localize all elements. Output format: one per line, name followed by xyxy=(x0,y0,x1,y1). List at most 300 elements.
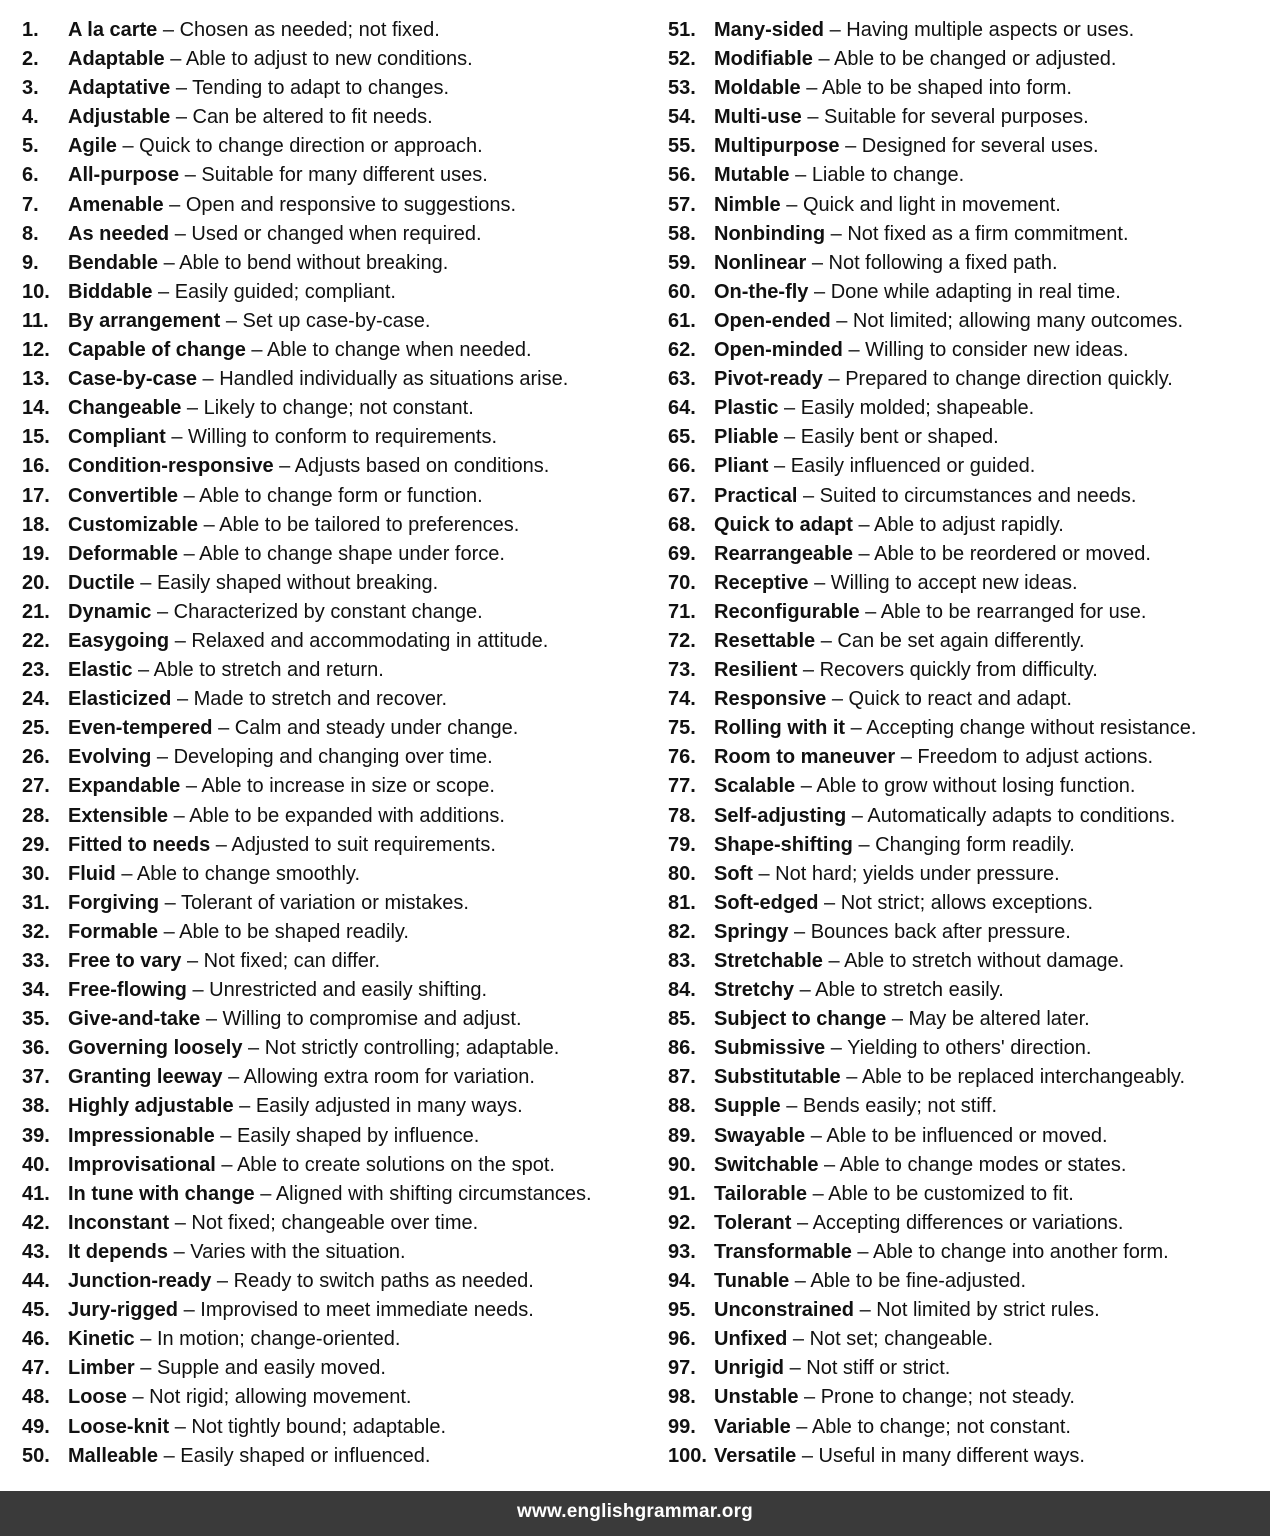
word-list-column-left xyxy=(22,16,652,1471)
item-separator: – xyxy=(156,600,169,623)
item-separator: – xyxy=(239,1095,251,1118)
list-item xyxy=(668,831,1268,860)
list-item xyxy=(22,482,652,511)
item-definition: Able to stretch easily. xyxy=(815,979,1004,1002)
item-number: 54. xyxy=(668,106,696,129)
item-content xyxy=(68,714,518,743)
item-number: 70. xyxy=(668,571,696,594)
item-number: 80. xyxy=(668,862,696,885)
list-item xyxy=(668,220,1268,249)
item-definition: Willing to compromise and adjust. xyxy=(222,1008,522,1031)
item-term: Improvisational xyxy=(68,1153,216,1176)
item-number: 100. xyxy=(668,1444,707,1467)
item-content xyxy=(68,16,440,45)
item-content xyxy=(714,860,1060,889)
item-content xyxy=(714,1354,950,1383)
item-term: Nimble xyxy=(714,193,781,216)
list-item xyxy=(22,45,652,74)
item-content xyxy=(714,1296,1100,1325)
item-number: 78. xyxy=(668,804,696,827)
item-definition: Quick to react and adapt. xyxy=(848,688,1072,711)
item-content xyxy=(68,423,497,452)
item-content xyxy=(714,889,1093,918)
item-number: 8. xyxy=(22,222,39,245)
item-definition: Designed for several uses. xyxy=(861,135,1099,158)
item-term: Easygoing xyxy=(68,629,170,652)
list-item xyxy=(22,365,652,394)
item-separator: – xyxy=(800,775,812,798)
item-definition: Likely to change; not constant. xyxy=(203,397,474,420)
list-item xyxy=(668,307,1268,336)
item-content xyxy=(714,569,1078,598)
item-number: 43. xyxy=(22,1240,50,1263)
item-number: 26. xyxy=(22,746,50,769)
item-content xyxy=(714,918,1071,947)
item-number: 95. xyxy=(668,1299,696,1322)
item-term: By arrangement xyxy=(68,309,221,332)
item-content xyxy=(68,1092,523,1121)
item-content xyxy=(714,743,1153,772)
item-definition: Not hard; yields under pressure. xyxy=(775,862,1060,885)
item-term: Variable xyxy=(714,1415,791,1438)
item-definition: Accepting differences or variations. xyxy=(812,1211,1124,1234)
list-item xyxy=(668,540,1268,569)
item-content xyxy=(714,1267,1026,1296)
item-number: 89. xyxy=(668,1124,696,1147)
item-content xyxy=(68,569,438,598)
item-separator: – xyxy=(228,1066,240,1089)
item-number: 39. xyxy=(22,1124,50,1147)
item-content xyxy=(68,278,396,307)
item-definition: Able to be shaped readily. xyxy=(179,920,409,943)
list-item xyxy=(668,161,1268,190)
item-definition: Able to be influenced or moved. xyxy=(826,1124,1108,1147)
site-footer xyxy=(0,1491,1270,1536)
item-term: Scalable xyxy=(714,775,796,798)
item-separator: – xyxy=(824,891,836,914)
item-term: Loose xyxy=(68,1386,127,1409)
item-content xyxy=(68,889,469,918)
item-separator: – xyxy=(173,1240,185,1263)
item-content xyxy=(68,307,430,336)
item-definition: Able to adjust to new conditions. xyxy=(185,48,473,71)
item-term: Convertible xyxy=(68,484,179,507)
item-number: 99. xyxy=(668,1415,696,1438)
item-separator: – xyxy=(171,426,183,449)
item-definition: Suitable for several purposes. xyxy=(824,106,1089,129)
item-term: Multipurpose xyxy=(714,135,840,158)
list-item xyxy=(668,1092,1268,1121)
item-separator: – xyxy=(784,397,796,420)
item-definition: Able to be shaped into form. xyxy=(821,77,1072,100)
item-term: Swayable xyxy=(714,1124,806,1147)
item-number: 45. xyxy=(22,1299,50,1322)
item-term: Resettable xyxy=(714,629,816,652)
item-definition: Not strict; allows exceptions. xyxy=(840,891,1094,914)
list-item xyxy=(668,1267,1268,1296)
item-definition: Able to change when needed. xyxy=(266,339,532,362)
item-term: Changeable xyxy=(68,397,182,420)
item-definition: Not stiff or strict. xyxy=(806,1357,951,1380)
item-number: 73. xyxy=(668,659,696,682)
item-term: All-purpose xyxy=(68,164,180,187)
item-definition: Prepared to change direction quickly. xyxy=(845,368,1173,391)
item-term: Elastic xyxy=(68,659,133,682)
item-separator: – xyxy=(186,397,199,420)
item-content xyxy=(68,685,447,714)
item-definition: Easily bent or shaped. xyxy=(800,426,999,449)
item-content xyxy=(68,394,474,423)
item-number: 9. xyxy=(22,251,39,274)
item-content xyxy=(714,1122,1108,1151)
item-number: 51. xyxy=(668,19,696,41)
item-definition: Suited to circumstances and needs. xyxy=(819,484,1137,507)
list-item xyxy=(22,1267,652,1296)
item-number: 27. xyxy=(22,775,50,798)
item-content xyxy=(714,714,1196,743)
item-definition: Able to change form or function. xyxy=(199,484,483,507)
item-content xyxy=(714,1442,1085,1471)
item-definition: Easily shaped or influenced. xyxy=(180,1444,431,1467)
item-number: 17. xyxy=(22,484,50,507)
item-definition: Adjusted to suit requirements. xyxy=(231,833,496,856)
item-content xyxy=(68,976,487,1005)
item-definition: Not set; changeable. xyxy=(809,1328,994,1351)
item-content xyxy=(68,1209,478,1238)
item-definition: Easily adjusted in many ways. xyxy=(255,1095,523,1118)
item-definition: Tending to adapt to changes. xyxy=(192,77,450,100)
item-separator: – xyxy=(858,833,870,856)
item-definition: Characterized by constant change. xyxy=(173,600,483,623)
item-content xyxy=(714,540,1151,569)
item-separator: – xyxy=(858,542,870,565)
item-term: Supple xyxy=(714,1095,781,1118)
list-item xyxy=(22,918,652,947)
item-definition: Yielding to others' direction. xyxy=(847,1037,1092,1060)
item-term: Case-by-case xyxy=(68,368,197,391)
item-separator: – xyxy=(174,222,186,245)
item-term: Mutable xyxy=(714,164,790,187)
list-item xyxy=(668,74,1268,103)
item-content xyxy=(714,831,1075,860)
item-number: 15. xyxy=(22,426,50,449)
item-separator: – xyxy=(804,1386,816,1409)
item-separator: – xyxy=(221,1153,233,1176)
item-separator: – xyxy=(225,309,237,332)
item-term: Receptive xyxy=(714,571,809,594)
list-item xyxy=(668,743,1268,772)
item-content xyxy=(714,1005,1090,1034)
item-number: 84. xyxy=(668,979,696,1002)
list-item xyxy=(22,1296,652,1325)
item-term: Adaptable xyxy=(68,48,165,71)
item-definition: Chosen as needed; not fixed. xyxy=(179,19,440,41)
item-separator: – xyxy=(174,1415,186,1438)
item-number: 33. xyxy=(22,950,50,972)
item-number: 85. xyxy=(668,1008,696,1031)
item-definition: Quick to change direction or approach. xyxy=(139,135,483,158)
item-number: 48. xyxy=(22,1386,50,1409)
item-number: 38. xyxy=(22,1095,50,1118)
item-separator: – xyxy=(830,222,842,245)
list-item xyxy=(22,307,652,336)
item-separator: – xyxy=(202,368,214,391)
list-item xyxy=(668,1005,1268,1034)
item-number: 59. xyxy=(668,251,696,274)
item-number: 86. xyxy=(668,1037,696,1060)
item-definition: Not fixed; changeable over time. xyxy=(191,1211,479,1234)
item-term: Transformable xyxy=(714,1240,852,1263)
footer-url[interactable]: www.englishgrammar.org xyxy=(517,1501,753,1522)
list-item xyxy=(668,1413,1268,1442)
item-content xyxy=(68,336,532,365)
item-number: 56. xyxy=(668,164,696,187)
item-term: On-the-fly xyxy=(714,280,809,303)
item-term: Dynamic xyxy=(68,600,152,623)
item-number: 93. xyxy=(668,1240,696,1263)
item-term: Give-and-take xyxy=(68,1008,201,1031)
item-term: Amenable xyxy=(68,193,164,216)
item-number: 10. xyxy=(22,280,50,303)
list-item xyxy=(22,772,652,801)
list-item xyxy=(22,220,652,249)
item-definition: Able to change shape under force. xyxy=(199,542,505,565)
item-number: 40. xyxy=(22,1153,50,1176)
item-number: 69. xyxy=(668,542,696,565)
item-content xyxy=(68,947,380,976)
item-content xyxy=(714,1209,1123,1238)
item-term: Kinetic xyxy=(68,1328,135,1351)
item-separator: – xyxy=(140,1357,152,1380)
item-separator: – xyxy=(158,280,170,303)
item-number: 49. xyxy=(22,1415,50,1438)
item-definition: Able to be tailored to preferences. xyxy=(219,513,520,536)
item-definition: Varies with the situation. xyxy=(190,1240,406,1263)
list-item xyxy=(22,16,652,45)
item-content xyxy=(68,511,519,540)
item-definition: Freedom to adjust actions. xyxy=(917,746,1154,769)
item-separator: – xyxy=(806,77,818,100)
item-content xyxy=(714,132,1099,161)
item-number: 83. xyxy=(668,950,696,972)
item-separator: – xyxy=(220,1124,232,1147)
item-term: Malleable xyxy=(68,1444,159,1467)
item-separator: – xyxy=(140,1328,152,1351)
item-number: 79. xyxy=(668,833,696,856)
list-item xyxy=(22,336,652,365)
item-content xyxy=(68,103,433,132)
item-number: 28. xyxy=(22,804,50,827)
item-term: Tailorable xyxy=(714,1182,807,1205)
item-separator: – xyxy=(216,1270,229,1293)
list-item xyxy=(22,249,652,278)
list-item xyxy=(668,860,1268,889)
item-content xyxy=(714,1092,997,1121)
item-term: Highly adjustable xyxy=(68,1095,234,1118)
item-definition: Able to create solutions on the spot. xyxy=(236,1153,555,1176)
item-number: 58. xyxy=(668,222,696,245)
item-term: Resilient xyxy=(714,659,798,682)
item-number: 2. xyxy=(22,48,39,71)
item-definition: Supple and easily moved. xyxy=(156,1357,386,1380)
item-term: Substitutable xyxy=(714,1066,841,1089)
item-content xyxy=(714,976,1004,1005)
item-term: Forgiving xyxy=(68,891,160,914)
item-definition: Not limited; allowing many outcomes. xyxy=(852,309,1184,332)
item-number: 36. xyxy=(22,1037,50,1060)
item-number: 41. xyxy=(22,1182,50,1205)
item-term: Ductile xyxy=(68,571,135,594)
list-item xyxy=(668,714,1268,743)
item-term: Rearrangeable xyxy=(714,542,853,565)
item-separator: – xyxy=(814,280,826,303)
item-separator: – xyxy=(784,426,796,449)
list-item xyxy=(668,889,1268,918)
item-content xyxy=(714,365,1173,394)
list-item xyxy=(22,685,652,714)
item-term: Open-minded xyxy=(714,339,843,362)
item-number: 94. xyxy=(668,1270,696,1293)
item-separator: – xyxy=(792,1328,805,1351)
item-number: 52. xyxy=(668,48,696,71)
item-term: Adjustable xyxy=(68,106,171,129)
item-content xyxy=(714,511,1064,540)
item-definition: Made to stretch and recover. xyxy=(193,688,448,711)
item-definition: Able to be reordered or moved. xyxy=(874,542,1151,565)
item-separator: – xyxy=(140,571,152,594)
item-term: Granting leeway xyxy=(68,1066,223,1089)
item-content xyxy=(714,627,1085,656)
item-definition: Able to be changed or adjusted. xyxy=(834,48,1117,71)
list-item xyxy=(22,394,652,423)
item-term: Evolving xyxy=(68,746,152,769)
list-item xyxy=(668,627,1268,656)
item-number: 98. xyxy=(668,1386,696,1409)
item-term: Multi-use xyxy=(714,106,802,129)
list-item xyxy=(668,365,1268,394)
item-term: Quick to adapt xyxy=(714,513,853,536)
item-separator: – xyxy=(799,979,811,1002)
item-definition: Calm and steady under change. xyxy=(234,717,519,740)
item-term: Extensible xyxy=(68,804,169,827)
item-content xyxy=(714,1325,993,1354)
item-definition: Willing to accept new ideas. xyxy=(830,571,1078,594)
item-separator: – xyxy=(807,106,819,129)
item-term: Limber xyxy=(68,1357,135,1380)
item-content xyxy=(714,947,1124,976)
item-number: 29. xyxy=(22,833,50,856)
item-separator: – xyxy=(848,339,860,362)
item-content xyxy=(714,423,999,452)
item-separator: – xyxy=(175,77,187,100)
item-term: Expandable xyxy=(68,775,181,798)
item-term: A la carte xyxy=(68,19,158,41)
item-definition: Easily shaped without breaking. xyxy=(156,571,439,594)
item-definition: Done while adapting in real time. xyxy=(830,280,1121,303)
item-content xyxy=(68,1063,535,1092)
word-list-column-right xyxy=(668,16,1268,1471)
item-term: Self-adjusting xyxy=(714,804,847,827)
item-content xyxy=(714,74,1072,103)
item-term: Modifiable xyxy=(714,48,813,71)
item-content xyxy=(68,1180,592,1209)
item-number: 76. xyxy=(668,746,696,769)
item-term: Subject to change xyxy=(714,1008,887,1031)
list-item xyxy=(22,1034,652,1063)
item-definition: Adjusts based on conditions. xyxy=(294,455,550,478)
item-definition: Having multiple aspects or uses. xyxy=(846,19,1135,41)
list-item xyxy=(668,1325,1268,1354)
list-item xyxy=(668,16,1268,45)
item-number: 60. xyxy=(668,280,696,303)
item-number: 87. xyxy=(668,1066,696,1089)
item-number: 23. xyxy=(22,659,50,682)
item-term: In tune with change xyxy=(68,1182,255,1205)
list-item xyxy=(668,132,1268,161)
item-separator: – xyxy=(251,339,263,362)
item-separator: – xyxy=(774,455,786,478)
item-number: 37. xyxy=(22,1066,50,1089)
item-separator: – xyxy=(802,659,815,682)
item-term: Fitted to needs xyxy=(68,833,211,856)
item-number: 44. xyxy=(22,1270,50,1293)
item-term: Reconfigurable xyxy=(714,600,860,623)
item-content xyxy=(68,772,495,801)
list-item xyxy=(22,889,652,918)
list-item xyxy=(22,569,652,598)
item-separator: – xyxy=(786,1095,798,1118)
item-content xyxy=(68,831,496,860)
item-definition: Allowing extra room for variation. xyxy=(243,1066,535,1089)
item-definition: Aligned with shifting circumstances. xyxy=(275,1182,592,1205)
list-item xyxy=(668,511,1268,540)
item-separator: – xyxy=(795,164,807,187)
item-separator: – xyxy=(811,251,823,274)
item-number: 82. xyxy=(668,920,696,943)
item-content xyxy=(68,627,548,656)
list-item xyxy=(668,482,1268,511)
item-term: Even-tempered xyxy=(68,717,213,740)
item-number: 61. xyxy=(668,309,696,332)
item-definition: In motion; change-oriented. xyxy=(156,1328,401,1351)
item-number: 72. xyxy=(668,629,696,652)
list-item xyxy=(668,976,1268,1005)
item-content xyxy=(714,161,964,190)
item-content xyxy=(68,1383,412,1412)
list-item xyxy=(668,249,1268,278)
item-separator: – xyxy=(830,1037,842,1060)
item-content xyxy=(714,45,1116,74)
item-term: Nonbinding xyxy=(714,222,826,245)
item-term: Tunable xyxy=(714,1270,790,1293)
item-number: 12. xyxy=(22,339,50,362)
item-number: 50. xyxy=(22,1444,50,1467)
item-number: 11. xyxy=(22,309,49,332)
item-term: Adaptative xyxy=(68,77,171,100)
item-number: 63. xyxy=(668,368,696,391)
item-content xyxy=(68,191,516,220)
item-content xyxy=(68,161,488,190)
list-item xyxy=(668,569,1268,598)
item-number: 1. xyxy=(22,19,39,41)
item-term: Customizable xyxy=(68,513,199,536)
item-separator: – xyxy=(820,629,832,652)
list-item xyxy=(22,1122,652,1151)
item-definition: Suitable for many different uses. xyxy=(201,164,488,187)
item-content xyxy=(68,1034,559,1063)
item-separator: – xyxy=(164,891,176,914)
item-definition: Not rigid; allowing movement. xyxy=(149,1386,412,1409)
